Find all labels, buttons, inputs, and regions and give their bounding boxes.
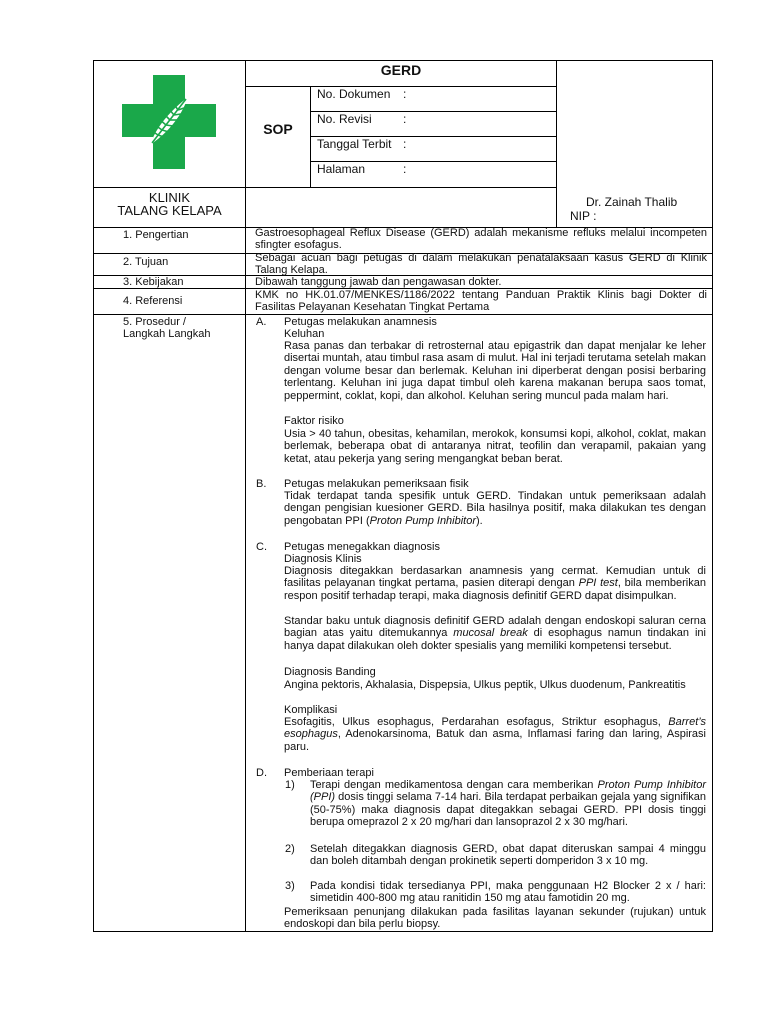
row-label-prosedur-line2: Langkah Langkah: [123, 328, 211, 340]
field-label: Tanggal Terbit: [317, 137, 392, 151]
section-a-keluhan-text: Rasa panas dan terbakar di retrosternal atau epigastrik dan dapat menjalar ke leher disertai muntah, atau timbul rasa asam di mulut. Hal ini terjadi terutama setelah makan dengan volume besar dan berlemak. Keluhan ini diperberat dengan posisi berbaring terlentang. Keluhan ini juga dapat timbul oleh karena makanan berupa saos tomat, peppermint, coklat, kopi, dan alkohol. Keluhan sering muncul pada malam hari.: [284, 340, 706, 402]
section-c-standar-text: Standar baku untuk diagnosis definitif GERD adalah dengan endoskopi saluran cerna bagian atas yaitu ditemukannya mucosal break di esophagus namun tindakan ini hanya dapat dilakukan oleh dokter spesialis yang memiliki kompetensi tersebut.: [284, 615, 706, 652]
row-label-referensi: 4. Referensi: [123, 295, 183, 307]
row-text-tujuan: Sebagai acuan bagi petugas di dalam melakukan penatalaksaan kasus GERD di Klinik Talang Kelapa.: [255, 252, 707, 277]
row-label-kebijakan: 3. Kebijakan: [123, 276, 184, 288]
green-cross-leaf-icon: [122, 75, 216, 169]
row-label-cell: [93, 253, 246, 276]
signer-name: Dr. Zainah Thalib: [586, 195, 678, 209]
field-label: No. Revisi: [317, 112, 372, 126]
document-title: GERD: [380, 62, 422, 78]
field-separator: :: [403, 162, 407, 176]
signer-nip: NIP :: [570, 209, 597, 223]
clinic-logo: [122, 75, 216, 169]
section-c-klinis-heading: Diagnosis Klinis: [284, 553, 362, 565]
section-a-marker: A.: [256, 316, 267, 328]
section-d-marker: D.: [256, 767, 267, 779]
field-label: No. Dokumen: [317, 87, 391, 101]
section-d-item3-text: Pada kondisi tidak tersedianya PPI, maka penggunaan H2 Blocker 2 x / hari: simetidin 400-800 mg atau ranitidin 150 mg atau famotidin 20 mg.: [310, 880, 706, 905]
section-c-komplikasi-heading: Komplikasi: [284, 704, 338, 716]
section-b-text: Tidak terdapat tanda spesifik untuk GERD. Tindakan untuk pemeriksaan adalah dengan pengisian kuesioner GERD. Bila hasilnya positif, maka dilakukan tes dengan pengobatan PPI (Proton Pump Inhibitor).: [284, 490, 706, 527]
section-d-item1-text: Terapi dengan medikamentosa dengan cara memberikan Proton Pump Inhibitor (PPI) dosis tinggi selama 7-14 hari. Bila terdapat perbaikan gejala yang signifikan (50-75%) maka diagnosis dapat ditegakkan sebagai GERD. PPI dosis tinggi berupa omeprazol 2 x 20 mg/hari dan lansoprazol 2 x 30 mg/hari.: [310, 779, 707, 829]
section-c-marker: C.: [256, 541, 267, 553]
section-d-closing-text: Pemeriksaan penunjang dilakukan pada fasilitas layanan sekunder (rujukan) untuk endoskopi dan bila perlu biopsy.: [284, 906, 706, 931]
section-c-banding-heading: Diagnosis Banding: [284, 666, 376, 678]
clinic-name-line2: TALANG KELAPA: [117, 203, 222, 218]
section-c-title: Petugas menegakkan diagnosis: [284, 541, 440, 553]
sop-label: SOP: [263, 121, 293, 137]
row-text-kebijakan: Dibawah tanggung jawab dan pengawasan dokter.: [255, 276, 502, 288]
section-b-marker: B.: [256, 478, 267, 490]
field-separator: :: [403, 87, 407, 101]
section-d-item2-text: Setelah ditegakkan diagnosis GERD, obat dapat diteruskan sampai 4 minggu dan boleh ditambah dengan prokinetik seperti domperidon 3 x 10 mg.: [310, 843, 706, 868]
section-d-title: Pemberiaan terapi: [284, 767, 374, 779]
section-a-title: Petugas melakukan anamnesis: [284, 316, 437, 328]
row-text-pengertian: Gastroesophageal Reflux Disease (GERD) adalah mekanisme refluks melalui incompeten sfingter esofagus.: [255, 227, 707, 252]
row-label-pengertian: 1. Pengertian: [123, 229, 189, 241]
section-c-klinis-text: Diagnosis ditegakkan berdasarkan anamnesis yang cermat. Kemudian untuk di fasilitas pelayanan tingkat pertama, pasien diterapi dengan PPI test, bila memberikan respon positif terhadap terapi, maka diagnosis definitif GERD dapat disimpulkan.: [284, 565, 706, 602]
section-d-item1-number: 1): [285, 779, 295, 791]
section-d-item3-number: 3): [285, 880, 295, 892]
row-text-referensi: KMK no HK.01.07/MENKES/1186/2022 tentang Panduan Praktik Klinis bagi Dokter di Fasilitas Pelayanan Kesehatan Tingkat Pertama: [255, 289, 707, 314]
clinic-name-line1: KLINIK: [148, 190, 191, 205]
field-separator: :: [403, 137, 407, 151]
header-blank-cell: [245, 187, 557, 228]
section-b-title: Petugas melakukan pemeriksaan fisik: [284, 478, 469, 490]
section-c-komplikasi-text: Esofagitis, Ulkus esophagus, Perdarahan esofagus, Striktur esophagus, Barret’s esophagus, Adenokarsinoma, Batuk dan asma, Inflamasi faring dan laring, Aspirasi paru.: [284, 716, 706, 753]
section-a-faktor-text: Usia > 40 tahun, obesitas, kehamilan, merokok, konsumsi kopi, alkohol, coklat, makan berlemak, beberapa obat di antaranya nitrat, teofilin dan verapamil, pakaian yang ketat, atau pekerja yang sering mengangkat beban berat.: [284, 428, 706, 465]
section-d-item2-number: 2): [285, 843, 295, 855]
field-label: Halaman: [317, 162, 366, 176]
row-label-tujuan: 2. Tujuan: [123, 256, 169, 268]
header-sop-cell: [245, 86, 311, 188]
field-separator: :: [403, 112, 407, 126]
section-c-banding-text: Angina pektoris, Akhalasia, Dispepsia, Ulkus peptik, Ulkus duodenum, Pankreatitis: [284, 679, 686, 691]
section-a-faktor-heading: Faktor risiko: [284, 415, 344, 427]
row-label-cell: [93, 314, 246, 932]
row-label-prosedur-line1: 5. Prosedur /: [123, 316, 186, 328]
section-a-keluhan-heading: Keluhan: [284, 328, 325, 340]
